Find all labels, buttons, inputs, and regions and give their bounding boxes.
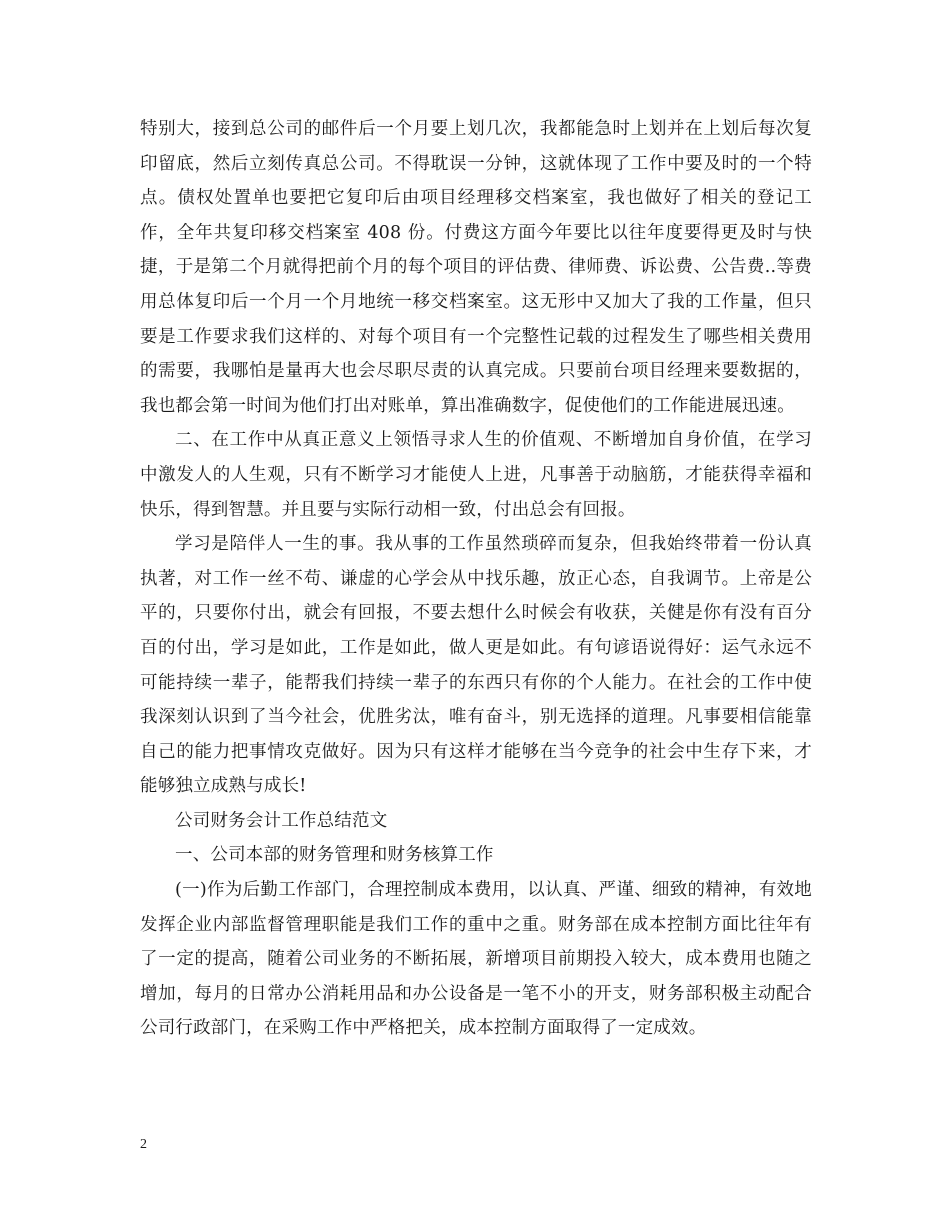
document-body [140, 112, 812, 1046]
paragraph-continuation: 特别大，接到总公司的邮件后一个月要上划几次，我都能急时上划并在上划后每次复印留底，然后立刻传真总公司。不得耽误一分钟，这就体现了工作中要及时的一个特点。债权处置单也要把它复印后由项目经理移交档案室，我也做好了相关的登记工作，全年共复印移交档案室 408 份。付费这方面今年要比以往年度要得更及时与快捷，于是第二个月就得把前个月的每个项目的评估费、律师费、诉讼费、公告费..等费用总体复印后一个月一个月地统一移交档案室。这无形中又加大了我的工作量，但只要是工作要求我们这样的、对每个项目有一个完整性记载的过程发生了哪些相关费用的需要，我哪怕是量再大也会尽职尽责的认真完成。只要前台项目经理来要数据的，我也都会第一时间为他们打出对账单，算出准确数字，促使他们的工作能进展迅速。 [140, 119, 812, 416]
page-number: 2 [140, 1137, 147, 1152]
document-subtitle: 公司财务会计工作总结范文 [175, 810, 388, 831]
section-heading: 一、公司本部的财务管理和财务核算工作 [175, 845, 494, 866]
paragraph-learning: 学习是陪伴人一生的事。我从事的工作虽然琐碎而复杂，但我始终带着一份认真执著，对工作一丝不苟、谦虚的心学会从中找乐趣，放正心态，自我调节。上帝是公平的，只要你付出，就会有回报，不要去想什么时候会有收获，关健是你有没有百分百的付出，学习是如此，工作是如此，做人更是如此。有句谚语说得好：运气永远不可能持续一辈子，能帮我们持续一辈子的东西只有你的个人能力。在社会的工作中使我深刻认识到了当今社会，优胜劣汰，唯有奋斗，别无选择的道理。凡事要相信能靠自己的能力把事情攻克做好。因为只有这样才能够在当今竞争的社会中生存下来，才能够独立成熟与成长! [140, 534, 812, 797]
paragraph-section-two: 二、在工作中从真正意义上领悟寻求人生的价值观、不断增加自身价值，在学习中激发人的人生观，只有不断学习才能使人上进，凡事善于动脑筋，才能获得幸福和快乐，得到智慧。并且要与实际行动相一致，付出总会有回报。 [140, 430, 812, 520]
paragraph-cost-control: (一)作为后勤工作部门，合理控制成本费用，以认真、严谨、细致的精神，有效地发挥企业内部监督管理职能是我们工作的重中之重。财务部在成本控制方面比往年有了一定的提高，随着公司业务的不断拓展，新增项目前期投入较大，成本费用也随之增加，每月的日常办公消耗用品和办公设备是一笔不小的开支，财务部积极主动配合公司行政部门，在采购工作中严格把关，成本控制方面取得了一定成效。 [140, 880, 812, 1039]
